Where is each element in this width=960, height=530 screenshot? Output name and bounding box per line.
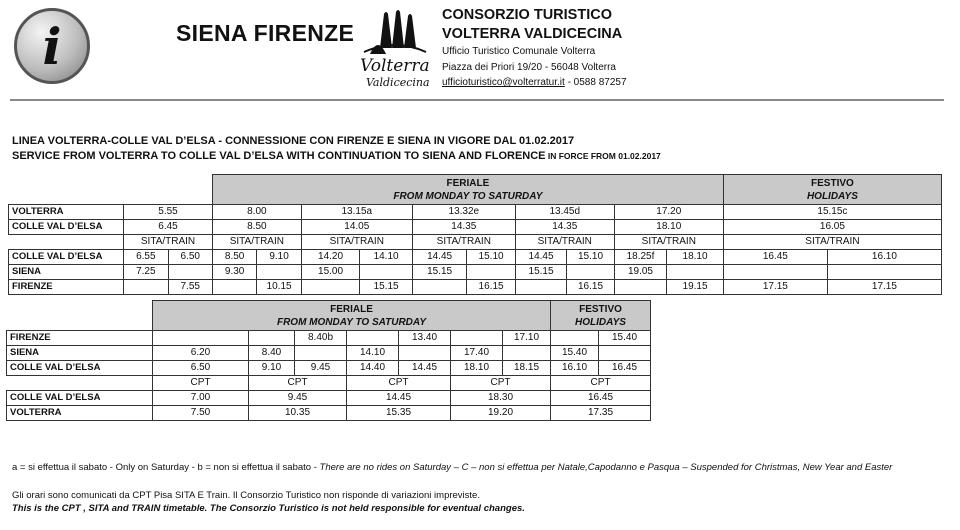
time-cell: 16.15	[567, 280, 614, 295]
festivo-label: FESTIVO	[579, 303, 622, 315]
time-cell: 9.45	[295, 361, 347, 376]
time-cell: 8.00	[212, 205, 301, 220]
table-row	[9, 280, 942, 295]
time-cell: 16.45	[551, 391, 651, 406]
header-row	[7, 301, 651, 331]
time-cell: 14.20	[301, 250, 360, 265]
time-cell: 6.50	[153, 361, 249, 376]
time-cell: 14.45	[515, 250, 566, 265]
disclaimer-english: This is the CPT , SITA and TRAIN timetable. The Consorzio Turistico is not held responsible for eventual changes.	[12, 503, 525, 514]
table-row	[9, 235, 942, 250]
time-cell: 14.45	[412, 250, 467, 265]
time-cell	[567, 265, 614, 280]
time-cell: 13.45d	[515, 205, 614, 220]
logo-subtitle: Valdicecina	[366, 76, 430, 89]
time-cell: 13.15a	[301, 205, 412, 220]
table-row	[7, 376, 651, 391]
time-cell: 18.10	[614, 220, 723, 235]
time-cell: 6.55	[124, 250, 168, 265]
empty-cell	[7, 376, 153, 391]
time-cell	[347, 331, 399, 346]
time-cell: 6.50	[168, 250, 212, 265]
intro-english-date: IN FORCE FROM 01.02.2017	[545, 151, 661, 161]
time-cell: 10.35	[249, 406, 347, 421]
time-cell: 16.05	[723, 220, 941, 235]
time-cell: 6.20	[153, 346, 249, 361]
mode-cell: CPT	[551, 376, 651, 391]
time-cell: 8.40	[249, 346, 295, 361]
time-cell: 16.10	[827, 250, 941, 265]
time-cell	[551, 331, 599, 346]
footnote-a: a = si effettua il sabato - Only on Saturday - b = non si effettua il sabato -	[12, 462, 320, 473]
empty-cell	[9, 175, 124, 205]
mode-cell: CPT	[153, 376, 249, 391]
mode-cell: SITA/TRAIN	[124, 235, 213, 250]
time-cell: 18.10	[451, 361, 503, 376]
feriale-header	[153, 301, 551, 331]
time-cell	[827, 265, 941, 280]
time-cell: 18.30	[451, 391, 551, 406]
time-cell: 9.30	[212, 265, 256, 280]
feriale-header	[212, 175, 723, 205]
stop-label: VOLTERRA	[7, 406, 153, 421]
time-cell: 15.40	[599, 331, 651, 346]
address-line-1: Ufficio Turistico Comunale Volterra	[442, 46, 596, 57]
time-cell	[399, 346, 451, 361]
time-cell: 17.15	[723, 280, 827, 295]
time-cell: 18.10	[667, 250, 724, 265]
time-cell: 9.10	[257, 250, 301, 265]
mode-cell: CPT	[347, 376, 451, 391]
time-cell	[467, 265, 515, 280]
time-cell	[667, 265, 724, 280]
mode-cell: SITA/TRAIN	[614, 235, 723, 250]
stop-label: COLLE VAL D’ELSA	[9, 250, 124, 265]
time-cell: 8.50	[212, 250, 256, 265]
time-cell	[614, 280, 667, 295]
timetable-outbound	[8, 174, 942, 295]
info-icon: i	[14, 8, 90, 84]
time-cell	[295, 346, 347, 361]
time-cell: 5.55	[124, 205, 213, 220]
time-cell	[515, 280, 566, 295]
time-cell: 17.35	[551, 406, 651, 421]
time-cell: 13.32e	[412, 205, 515, 220]
footnote-legend	[12, 462, 892, 473]
document-title: SIENA FIRENZE	[176, 20, 355, 46]
time-cell: 15.10	[467, 250, 515, 265]
email-link[interactable]: ufficioturistico@volterratur.it	[442, 77, 565, 88]
mode-cell: CPT	[451, 376, 551, 391]
time-cell: 16.15	[467, 280, 515, 295]
table-row	[7, 406, 651, 421]
time-cell: 18.15	[503, 361, 551, 376]
time-cell: 14.35	[412, 220, 515, 235]
time-cell	[503, 346, 551, 361]
time-cell: 15.15	[412, 265, 467, 280]
time-cell	[257, 265, 301, 280]
time-cell	[360, 265, 413, 280]
disclaimer-italian: Gli orari sono comunicati da CPT Pisa SITA E Train. Il Consorzio Turistico non risponde di variazioni impreviste.	[12, 490, 480, 501]
time-cell: 18.25f	[614, 250, 667, 265]
intro-english-main: SERVICE FROM VOLTERRA TO COLLE VAL D’ELSA WITH CONTINUATION TO SIENA AND FLORENCE	[12, 150, 546, 162]
festivo-english: HOLIDAYS	[806, 190, 858, 202]
time-cell: 7.25	[124, 265, 168, 280]
table-row	[7, 361, 651, 376]
time-cell: 14.10	[360, 250, 413, 265]
time-cell: 15.15c	[723, 205, 941, 220]
mode-cell: SITA/TRAIN	[515, 235, 614, 250]
time-cell: 14.45	[347, 391, 451, 406]
festivo-english: HOLIDAYS	[575, 316, 626, 328]
time-cell: 19.15	[667, 280, 724, 295]
time-cell: 16.45	[723, 250, 827, 265]
time-cell: 14.05	[301, 220, 412, 235]
empty-cell	[7, 301, 153, 331]
mode-cell: CPT	[249, 376, 347, 391]
time-cell: 15.40	[551, 346, 599, 361]
time-cell: 14.40	[347, 361, 399, 376]
feriale-label: FERIALE	[330, 303, 373, 315]
time-cell: 19.05	[614, 265, 667, 280]
feriale-label: FERIALE	[446, 177, 490, 189]
feriale-english: FROM MONDAY TO SATURDAY	[393, 190, 543, 202]
festivo-label: FESTIVO	[811, 177, 854, 189]
feriale-english: FROM MONDAY TO SATURDAY	[276, 316, 427, 328]
stop-label: FIRENZE	[9, 280, 124, 295]
header-row	[9, 175, 942, 205]
time-cell: 8.40b	[295, 331, 347, 346]
time-cell: 10.15	[257, 280, 301, 295]
empty-cell	[9, 235, 124, 250]
stop-label: FIRENZE	[7, 331, 153, 346]
mode-cell: SITA/TRAIN	[212, 235, 301, 250]
time-cell: 7.00	[153, 391, 249, 406]
consorzio-name	[442, 6, 622, 44]
consorzio-line-2: VOLTERRA VALDICECINA	[442, 26, 623, 42]
table-row	[7, 331, 651, 346]
mode-cell: SITA/TRAIN	[412, 235, 515, 250]
time-cell: 16.45	[599, 361, 651, 376]
time-cell	[124, 280, 168, 295]
stop-label: SIENA	[9, 265, 124, 280]
festivo-header	[551, 301, 651, 331]
time-cell: 17.15	[827, 280, 941, 295]
logo-word: Volterra	[360, 56, 430, 76]
consorzio-line-1: CONSORZIO TURISTICO	[442, 7, 612, 23]
time-cell: 14.10	[347, 346, 399, 361]
footnote-c: – C – non si effettua per Natale,Capodanno e Pasqua – Suspended for Christmas, New Year and Easter	[451, 462, 893, 473]
time-cell	[153, 331, 249, 346]
table-row	[9, 205, 942, 220]
stop-label: VOLTERRA	[9, 205, 124, 220]
stop-label: COLLE VAL D’ELSA	[7, 361, 153, 376]
phone-number: - 0588 87257	[564, 77, 627, 88]
time-cell	[599, 346, 651, 361]
footnote-b: There are no rides on Saturday	[319, 462, 452, 473]
time-cell	[168, 265, 212, 280]
time-cell: 7.50	[153, 406, 249, 421]
time-cell	[212, 280, 256, 295]
intro-line-italian: LINEA VOLTERRA-COLLE VAL D’ELSA - CONNESSIONE CON FIRENZE E SIENA IN VIGORE DAL 01.02.2017	[12, 135, 575, 147]
time-cell	[723, 265, 827, 280]
festivo-header	[723, 175, 941, 205]
stop-label: COLLE VAL D’ELSA	[7, 391, 153, 406]
stop-label: SIENA	[7, 346, 153, 361]
time-cell: 7.55	[168, 280, 212, 295]
contact-line	[442, 75, 627, 91]
header-divider	[10, 99, 944, 101]
mode-cell: SITA/TRAIN	[301, 235, 412, 250]
table-row	[7, 346, 651, 361]
intro-line-english	[12, 150, 661, 162]
time-cell: 17.40	[451, 346, 503, 361]
time-cell: 17.10	[503, 331, 551, 346]
time-cell: 6.45	[124, 220, 213, 235]
table-row	[9, 265, 942, 280]
table-row	[7, 391, 651, 406]
time-cell: 15.35	[347, 406, 451, 421]
time-cell	[301, 280, 360, 295]
time-cell: 17.20	[614, 205, 723, 220]
time-cell: 8.50	[212, 220, 301, 235]
time-cell: 15.15	[360, 280, 413, 295]
time-cell: 16.10	[551, 361, 599, 376]
time-cell: 9.45	[249, 391, 347, 406]
time-cell	[451, 331, 503, 346]
time-cell: 15.10	[567, 250, 614, 265]
table-row	[9, 250, 942, 265]
empty-cell	[124, 175, 213, 205]
time-cell: 14.45	[399, 361, 451, 376]
mode-cell: SITA/TRAIN	[723, 235, 941, 250]
time-cell: 15.00	[301, 265, 360, 280]
time-cell: 13.40	[399, 331, 451, 346]
time-cell	[412, 280, 467, 295]
time-cell: 9.10	[249, 361, 295, 376]
time-cell: 15.15	[515, 265, 566, 280]
time-cell: 14.35	[515, 220, 614, 235]
time-cell	[249, 331, 295, 346]
timetable-return	[6, 300, 651, 421]
table-row	[9, 220, 942, 235]
time-cell: 19.20	[451, 406, 551, 421]
address-line-2: Piazza dei Priori 19/20 - 56048 Volterra	[442, 61, 616, 73]
volterra-logo-icon	[360, 8, 430, 56]
address-block	[442, 44, 627, 91]
stop-label: COLLE VAL D’ELSA	[9, 220, 124, 235]
